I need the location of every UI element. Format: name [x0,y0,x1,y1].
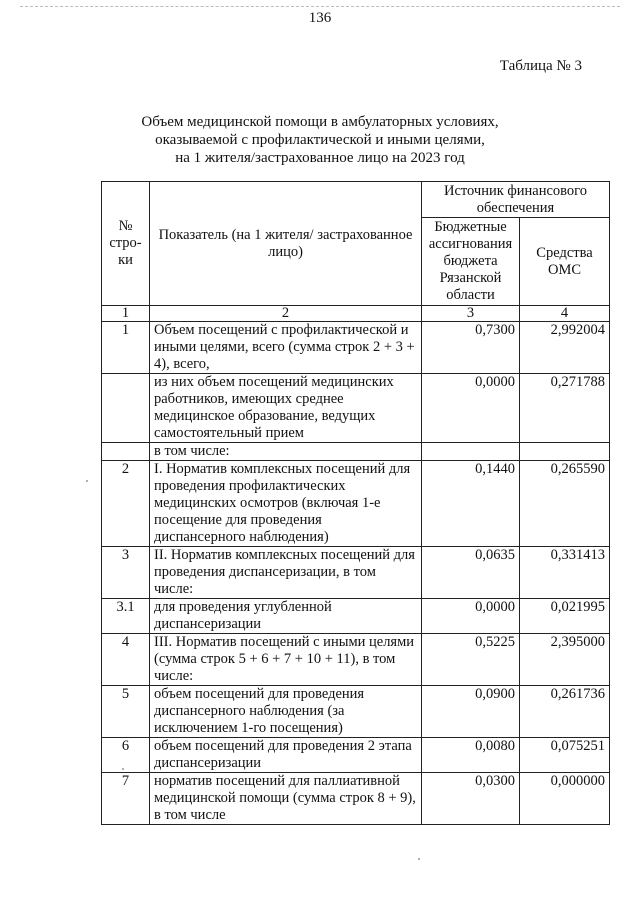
budget-value-cell: 0,0300 [422,773,520,825]
indicator-cell: Объем посещений с профилактической и иными целями, всего (сумма строк 2 + 3 + 4), всего, [150,322,422,374]
table-label: Таблица № 3 [499,58,582,74]
oms-value-cell: 0,271788 [520,374,610,443]
budget-value-cell: 0,0900 [422,686,520,738]
row-number-cell: 2 [102,461,150,547]
row-number-cell: 3 [102,547,150,599]
table-row [102,738,610,773]
oms-value-cell: 0,261736 [520,686,610,738]
table-row [102,634,610,686]
row-number-cell: 1 [102,322,150,374]
oms-value-cell: 2,395000 [520,634,610,686]
indicator-cell: объем посещений для проведения диспансерного наблюдения (за исключением 1-го посещения) [150,686,422,738]
table-row [102,547,610,599]
header-oms: Средства ОМС [520,218,610,306]
budget-value-cell: 0,0000 [422,374,520,443]
indicator-cell: III. Норматив посещений с иными целями (сумма строк 5 + 6 + 7 + 10 + 11), в том числе: [150,634,422,686]
indicator-cell: I. Норматив комплексных посещений для проведения профилактических медицинских осмотров (включая 1-е посещение для проведения диспансерного наблюдения) [150,461,422,547]
column-index-row [102,306,610,322]
row-number-cell: 3.1 [102,599,150,634]
header-funding-source: Источник финансового обеспечения [422,182,610,218]
row-number-cell [102,443,150,461]
indicator-cell: для проведения углубленной диспансеризации [150,599,422,634]
header-row-number: № стро-ки [102,182,150,306]
oms-value-cell [520,443,610,461]
row-number-cell: 7 [102,773,150,825]
budget-value-cell: 0,0080 [422,738,520,773]
column-index: 3 [422,306,520,322]
table-row [102,599,610,634]
budget-value-cell: 0,5225 [422,634,520,686]
oms-value-cell: 0,000000 [520,773,610,825]
document-title [0,113,640,167]
budget-value-cell: 0,1440 [422,461,520,547]
column-index: 1 [102,306,150,322]
scan-speck [122,768,124,770]
row-number-cell: 4 [102,634,150,686]
indicator-cell: II. Норматив комплексных посещений для проведения диспансеризации, в том числе: [150,547,422,599]
column-index: 2 [150,306,422,322]
oms-value-cell: 0,331413 [520,547,610,599]
budget-value-cell: 0,0635 [422,547,520,599]
title-line: Объем медицинской помощи в амбулаторных условиях, [141,114,499,130]
title-line: на 1 жителя/застрахованное лицо на 2023 год [175,150,465,166]
row-number-cell: 6 [102,738,150,773]
header-budget: Бюджетные ассигнования бюджета Рязанской области [422,218,520,306]
table-row [102,461,610,547]
oms-value-cell: 0,075251 [520,738,610,773]
budget-value-cell: 0,0000 [422,599,520,634]
indicator-cell: в том числе: [150,443,422,461]
budget-value-cell: 0,7300 [422,322,520,374]
table-row [102,686,610,738]
indicator-cell: норматив посещений для паллиативной медицинской помощи (сумма строк 8 + 9), в том числе [150,773,422,825]
table-row [102,773,610,825]
row-number-cell: 5 [102,686,150,738]
scan-speck [418,858,420,860]
header-indicator: Показатель (на 1 жителя/ застрахованное лицо) [150,182,422,306]
indicator-cell: из них объем посещений медицинских работников, имеющих среднее медицинское образование, ведущих самостоятельный прием [150,374,422,443]
top-scan-edge [20,6,620,7]
volume-table [101,181,610,825]
page-number: 136 [308,10,332,26]
oms-value-cell: 2,992004 [520,322,610,374]
table-row [102,374,610,443]
table-row [102,322,610,374]
table-row [102,443,610,461]
oms-value-cell: 0,265590 [520,461,610,547]
title-line: оказываемой с профилактической и иными целями, [155,132,485,148]
table-header [102,182,610,322]
row-number-cell [102,374,150,443]
column-index: 4 [520,306,610,322]
budget-value-cell [422,443,520,461]
table-body [102,322,610,825]
oms-value-cell: 0,021995 [520,599,610,634]
indicator-cell: объем посещений для проведения 2 этапа диспансеризации [150,738,422,773]
scan-speck [86,480,88,482]
